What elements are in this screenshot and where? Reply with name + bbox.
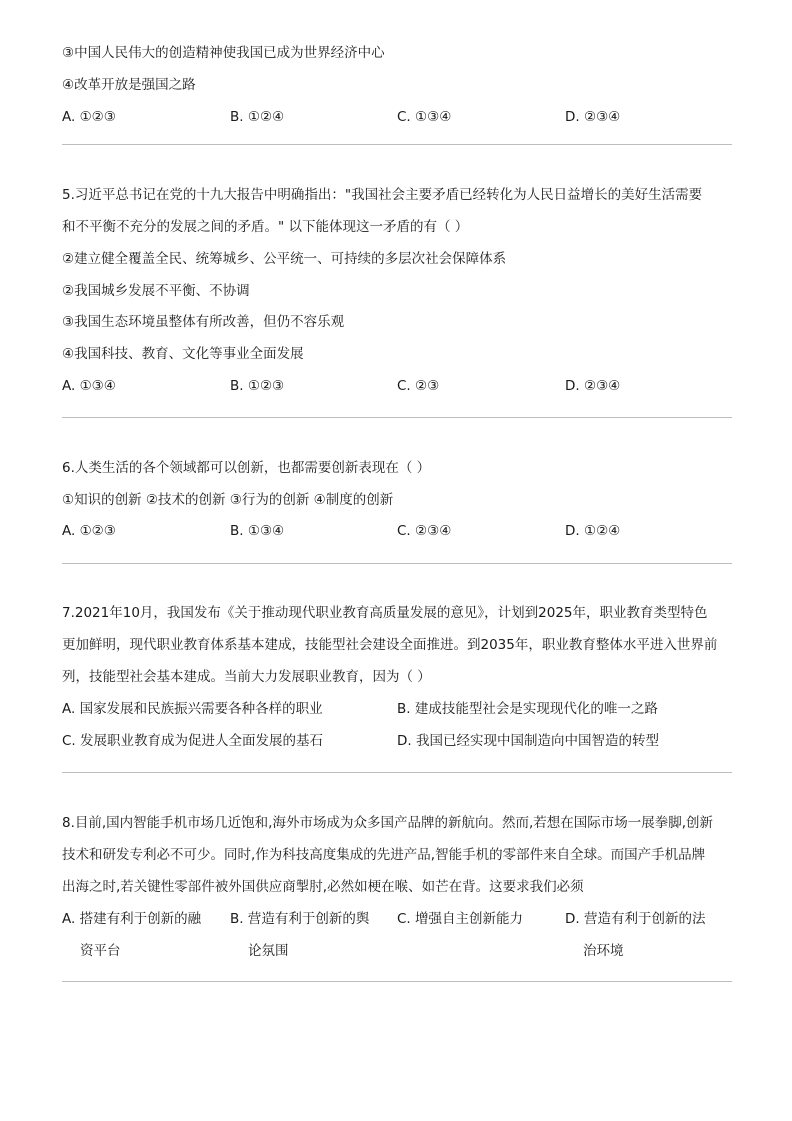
q7-option-c[interactable]: C. 发展职业教育成为促进人全面发展的基石: [62, 733, 324, 749]
q8-option-a[interactable]: [62, 910, 202, 959]
q5-option-c[interactable]: C. ②③: [397, 378, 440, 394]
q6-option-c[interactable]: C. ②③④: [397, 523, 452, 539]
q8-option-d-line-1: D. 营造有利于创新的法: [565, 911, 706, 927]
q6-statements: ①知识的创新 ②技术的创新 ③行为的创新 ④制度的创新: [62, 492, 394, 508]
q4-option-b[interactable]: B. ①②④: [230, 109, 285, 125]
q7-stem-line-3: 列，技能型社会基本建成。当前大力发展职业教育，因为（ ）: [62, 669, 431, 685]
q5-option-a[interactable]: A. ①③④: [62, 378, 116, 394]
q7-stem-line-1: 7.2021年10月，我国发布《关于推动现代职业教育高质量发展的意见》，计划到2025年，职业教育类型特色: [62, 605, 708, 621]
q8-option-b-line-1: B. 营造有利于创新的舆: [230, 911, 370, 927]
q8-stem-line-3: 出海之时,若关键性零部件被外国供应商掣肘,必然如梗在喉、如芒在背。这要求我们必须: [62, 879, 584, 895]
q8-option-b-line-2: 论氛围: [248, 943, 289, 959]
q7-option-a[interactable]: A. 国家发展和民族振兴需要各种各样的职业: [62, 701, 323, 717]
q6-option-d[interactable]: D. ①②④: [565, 523, 621, 539]
q8-stem-line-2: 技术和研发专利必不可少。同时,作为科技高度集成的先进产品,智能手机的零部件来自全球。而国产手机品牌: [62, 847, 706, 863]
q7-option-d[interactable]: D. 我国已经实现中国制造向中国智造的转型: [397, 733, 659, 749]
q4-option-d[interactable]: D. ②③④: [565, 109, 621, 125]
q5-statement-4: ④我国科技、教育、文化等事业全面发展: [62, 346, 304, 362]
q8-option-d[interactable]: [565, 910, 706, 959]
q4-statement-3: ③中国人民伟大的创造精神使我国已成为世界经济中心: [62, 45, 385, 61]
q8-option-c[interactable]: [397, 910, 523, 928]
q8-stem-line-1: 8.目前,国内智能手机市场几近饱和,海外市场成为众多国产品牌的新航向。然而,若想在国际市场一展拳脚,创新: [62, 815, 714, 831]
q4-option-c[interactable]: C. ①③④: [397, 109, 452, 125]
q5-statement-3: ③我国生态环境虽整体有所改善，但仍不容乐观: [62, 314, 345, 330]
q8-option-a-line-1: A. 搭建有利于创新的融: [62, 911, 202, 927]
q8-option-d-line-2: 治环境: [583, 943, 624, 959]
q5-statement-2: ②我国城乡发展不平衡、不协调: [62, 283, 250, 299]
q8-option-b[interactable]: [230, 910, 370, 959]
divider: [62, 981, 732, 982]
divider: [62, 563, 732, 564]
q5-statement-1: ②建立健全覆盖全民、统筹城乡、公平统一、可持续的多层次社会保障体系: [62, 251, 507, 267]
q5-option-b[interactable]: B. ①②③: [230, 378, 285, 394]
divider: [62, 144, 732, 145]
q8-option-c-line-1: C. 增强自主创新能力: [397, 911, 524, 927]
q5-stem-line-2: 和不平衡不充分的发展之间的矛盾。" 以下能体现这一矛盾的有（ ）: [62, 219, 469, 235]
q4-statement-4: ④改革开放是强国之路: [62, 77, 196, 93]
divider: [62, 772, 732, 773]
q6-option-b[interactable]: B. ①③④: [230, 523, 285, 539]
q4-option-a[interactable]: A. ①②③: [62, 109, 116, 125]
divider: [62, 417, 732, 418]
q5-option-d[interactable]: D. ②③④: [565, 378, 621, 394]
q7-option-b[interactable]: B. 建成技能型社会是实现现代化的唯一之路: [397, 701, 658, 717]
q6-stem: 6.人类生活的各个领域都可以创新，也都需要创新表现在（ ）: [62, 460, 431, 476]
q5-stem-line-1: 5.习近平总书记在党的十九大报告中明确指出："我国社会主要矛盾已经转化为人民日益增长的美好生活需要: [62, 187, 703, 203]
q6-option-a[interactable]: A. ①②③: [62, 523, 116, 539]
q8-option-a-line-2: 资平台: [80, 943, 121, 959]
q7-stem-line-2: 更加鲜明，现代职业教育体系基本建成，技能型社会建设全面推进。到2035年，职业教育整体水平进入世界前: [62, 637, 718, 653]
